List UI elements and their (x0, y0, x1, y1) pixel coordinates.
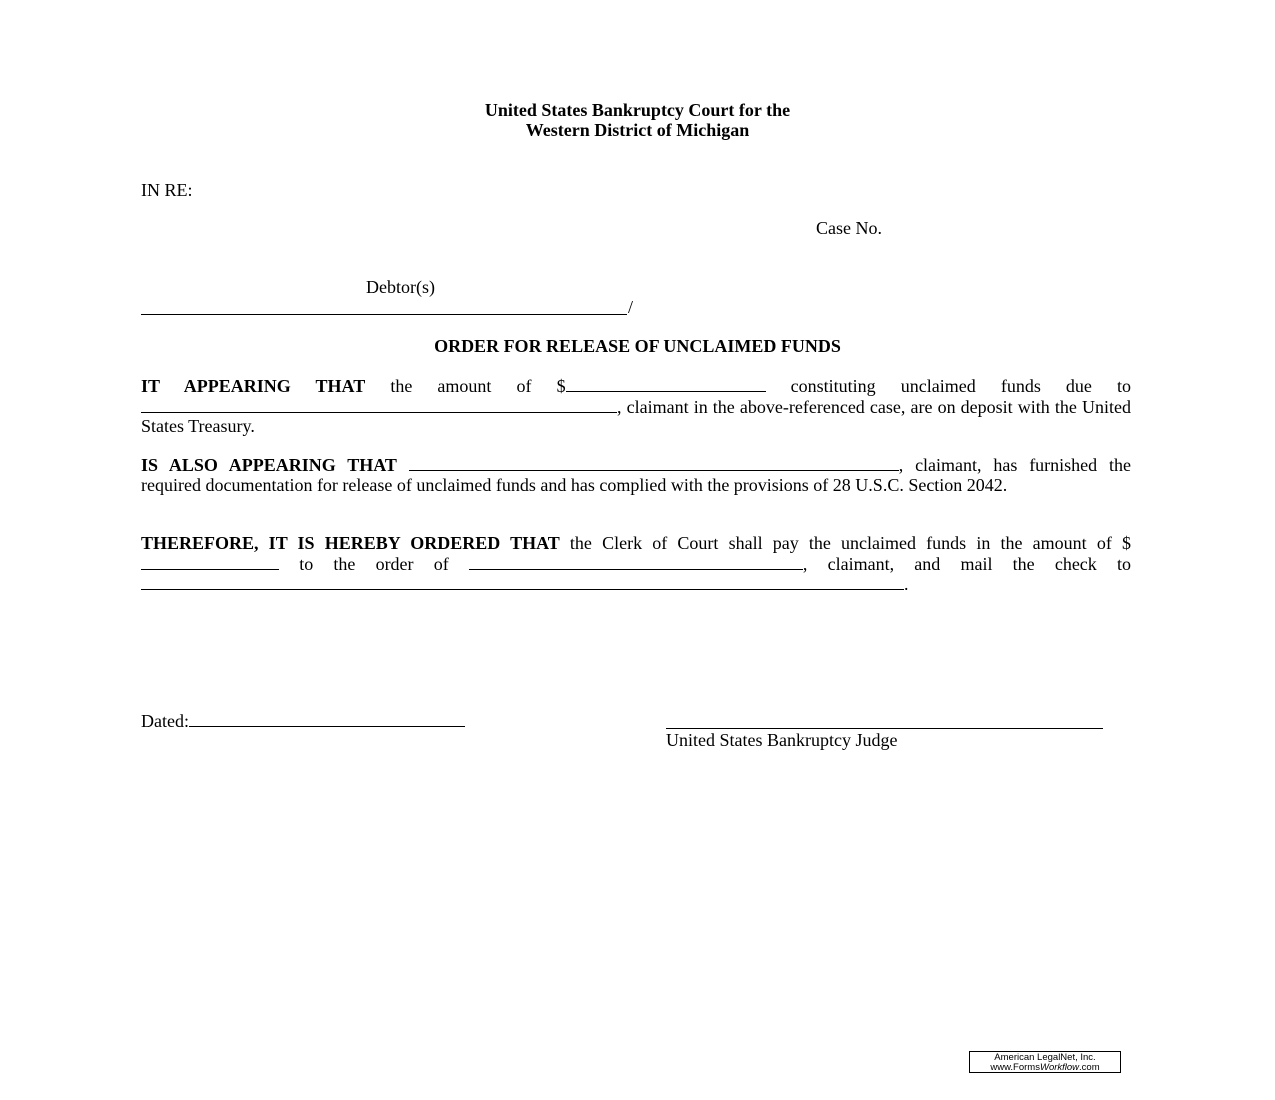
para1-lead: IT APPEARING THAT (141, 376, 366, 396)
court-name (0, 100, 1275, 140)
dated-label (141, 711, 465, 731)
para1-text-a: the amount of $ (365, 376, 566, 396)
badge-url-suffix: .com (1079, 1061, 1100, 1073)
caption-terminator: / (628, 297, 634, 317)
in-re-label: IN RE: (141, 180, 193, 200)
badge-line2 (970, 1063, 1120, 1073)
judge-label: United States Bankruptcy Judge (666, 730, 898, 750)
badge-url-italic: Workflow (1039, 1061, 1080, 1073)
mailing-address-blank[interactable] (141, 574, 904, 590)
court-name-line1: United States Bankruptcy Court for the (484, 100, 791, 120)
para1-text-c: , claimant in the above-referenced case, are on deposit with the United States Treasury. (141, 396, 1131, 436)
amount-blank[interactable] (566, 376, 766, 392)
paragraph-ordered (141, 534, 1131, 595)
order-title: ORDER FOR RELEASE OF UNCLAIMED FUNDS (434, 336, 841, 356)
para3-text-a: the Clerk of Court shall pay the unclaimed funds in the amount of $ (559, 533, 1131, 553)
debtor-label: Debtor(s) (366, 277, 435, 297)
paragraph-also-appearing (141, 455, 1131, 495)
dated-text: Dated: (141, 711, 189, 731)
badge-line1: American LegalNet, Inc. (994, 1052, 1096, 1063)
para1-text-b: constituting unclaimed funds due to (765, 376, 1131, 396)
para3-lead: THEREFORE, IT IS HEREBY ORDERED THAT (141, 533, 560, 553)
court-name-line2: Western District of Michigan (525, 120, 750, 140)
para3-text-d: . (904, 574, 909, 594)
american-legalnet-badge (969, 1051, 1121, 1073)
claimant-blank[interactable] (141, 397, 617, 413)
badge-url-prefix: www.Forms (990, 1061, 1040, 1073)
para2-text-a: , claimant, has furnished the required documentation for release of unclaimed funds and has complied with the provisions of 28 U.S.C. Section 2042. (141, 455, 1131, 495)
paragraph-appearing (141, 376, 1131, 437)
claimant-name-blank[interactable] (409, 455, 899, 471)
para3-text-b: to the order of (279, 553, 469, 574)
para2-lead: IS ALSO APPEARING THAT (141, 455, 397, 475)
judge-signature-line[interactable] (666, 728, 1103, 729)
para3-text-c: , claimant, and mail the check to (802, 553, 1131, 574)
debtor-name-line[interactable] (141, 314, 627, 315)
payee-blank[interactable] (469, 554, 803, 570)
case-number-label: Case No. (816, 218, 882, 238)
pay-amount-blank[interactable] (141, 554, 279, 570)
date-blank[interactable] (189, 711, 465, 727)
